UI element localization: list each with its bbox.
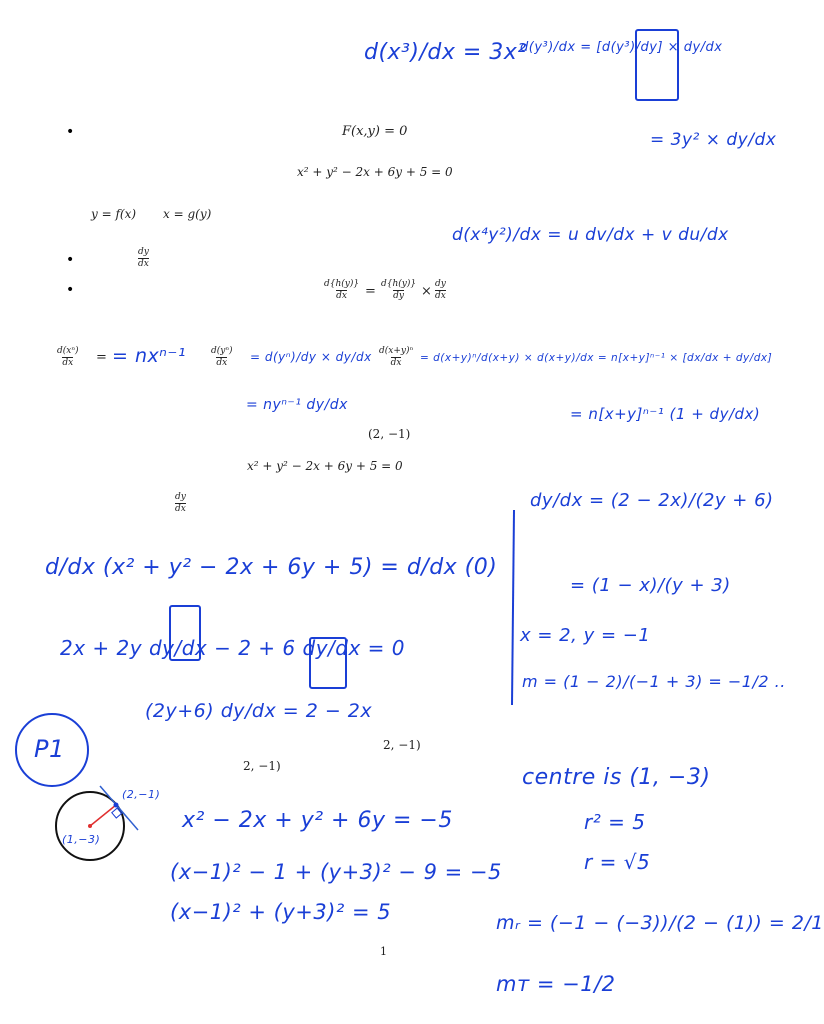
frac-den: dy xyxy=(393,290,404,301)
ink-power-xy-result: = n[x+y]ⁿ⁻¹ (1 + dy/dx) xyxy=(570,405,761,423)
centre-dot xyxy=(88,824,92,828)
ink-circle-point-b: (1,−3) xyxy=(62,833,101,846)
bullet-1: • xyxy=(66,124,75,140)
page-number: 1 xyxy=(380,945,387,958)
ink-box-top xyxy=(636,30,678,100)
frac-num: d(x+y)ⁿ xyxy=(379,346,414,356)
ink-p1-label: P1 xyxy=(34,735,65,763)
point-label-1: (2, −1) xyxy=(368,427,411,441)
frac-num: dy xyxy=(138,247,149,257)
ink-complete-square-1: x² − 2x + y² + 6y = −5 xyxy=(182,808,453,833)
ink-power-x: = nxⁿ⁻¹ xyxy=(112,345,186,367)
ink-dydx-result: dy/dx = (2 − 2x)/(2y + 6) xyxy=(530,490,774,511)
ink-product-rule: d(x⁴y²)/dx = u dv/dx + v du/dx xyxy=(452,225,729,245)
ink-r-squared: r² = 5 xyxy=(584,810,646,834)
eq-y-fx: y = f(x) xyxy=(91,207,137,221)
ink-diff-collect: (2y+6) dy/dx = 2 − 2x xyxy=(145,700,373,722)
ink-power-y-result: = nyⁿ⁻¹ dy/dx xyxy=(246,397,348,413)
point-label-2: 2, −1) xyxy=(383,738,421,752)
eq-x-gy: x = g(y) xyxy=(163,207,212,221)
ink-dydx-simplified: = (1 − x)/(y + 3) xyxy=(570,575,731,596)
tangent-point xyxy=(114,803,119,808)
ink-top-x3: d(x³)/dx = 3x² xyxy=(364,40,527,65)
ink-radius-gradient: mᵣ = (−1 − (−3))/(2 − (1)) = 2/1 xyxy=(496,912,824,934)
frac-den: dx xyxy=(435,290,446,301)
frac-den: dx xyxy=(336,290,347,301)
frac-den: dx xyxy=(62,357,74,368)
ink-power-xy: = d(x+y)ⁿ/d(x+y) × d(x+y)/dx = n[x+y]ⁿ⁻¹ × [dx/dx + dy/dx] xyxy=(420,352,773,364)
frac-den: dx xyxy=(390,357,402,368)
ink-top-y3-result: = 3y² × dy/dx xyxy=(650,130,777,150)
frac-num: d(xⁿ) xyxy=(57,346,79,356)
ink-circle-p1 xyxy=(16,714,88,786)
radius-line xyxy=(90,805,116,826)
frac-num: dy xyxy=(435,279,446,289)
frac-den: dx xyxy=(175,503,186,514)
ink-power-y: = d(yⁿ)/dy × dy/dx xyxy=(250,350,372,364)
ink-divider-line xyxy=(512,510,514,705)
ink-complete-square-3: (x−1)² + (y+3)² = 5 xyxy=(170,900,392,924)
ink-complete-square-2: (x−1)² − 1 + (y+3)² − 9 = −5 xyxy=(170,860,502,884)
ink-slope: m = (1 − 2)/(−1 + 3) = −1/2 .. xyxy=(522,672,786,691)
ink-tangent-gradient: mᴛ = −1/2 xyxy=(496,972,616,996)
eq-circle: x² + y² − 2x + 6y + 5 = 0 xyxy=(297,165,453,179)
eq-circle-2: x² + y² − 2x + 6y + 5 = 0 xyxy=(247,459,403,473)
bullet-2: • xyxy=(66,252,75,268)
ink-diff-step: 2x + 2y dy/dx − 2 + 6 dy/dx = 0 xyxy=(60,636,406,660)
ink-box-dydx-2 xyxy=(310,638,346,688)
ink-centre: centre is (1, −3) xyxy=(522,765,711,790)
ink-circle-point-a: (2,−1) xyxy=(122,788,161,801)
frac-num: d{h(y)} xyxy=(381,279,417,289)
tangent-line xyxy=(100,786,138,830)
frac-den: dx xyxy=(216,357,228,368)
ink-diff-equation: d/dx (x² + y² − 2x + 6y + 5) = d/dx (0) xyxy=(45,555,498,580)
frac-num: d(yⁿ) xyxy=(211,346,233,356)
power-x-equals: = xyxy=(96,350,107,365)
frac-num: dy xyxy=(175,492,186,502)
chain-equals: = xyxy=(365,284,376,299)
frac-num: d{h(y)} xyxy=(324,279,360,289)
ink-top-y3: d(y³)/dx = [d(y³)/dy] × dy/dx xyxy=(520,40,723,55)
point-label-3: 2, −1) xyxy=(243,759,281,773)
eq-implicit-function: F(x,y) = 0 xyxy=(342,124,408,139)
ink-box-dydx-1 xyxy=(170,606,200,660)
chain-times: × xyxy=(421,284,432,299)
ink-substitution: x = 2, y = −1 xyxy=(520,625,651,646)
ink-r: r = √5 xyxy=(584,850,651,874)
frac-den: dx xyxy=(138,258,149,269)
bullet-3: • xyxy=(66,282,75,298)
